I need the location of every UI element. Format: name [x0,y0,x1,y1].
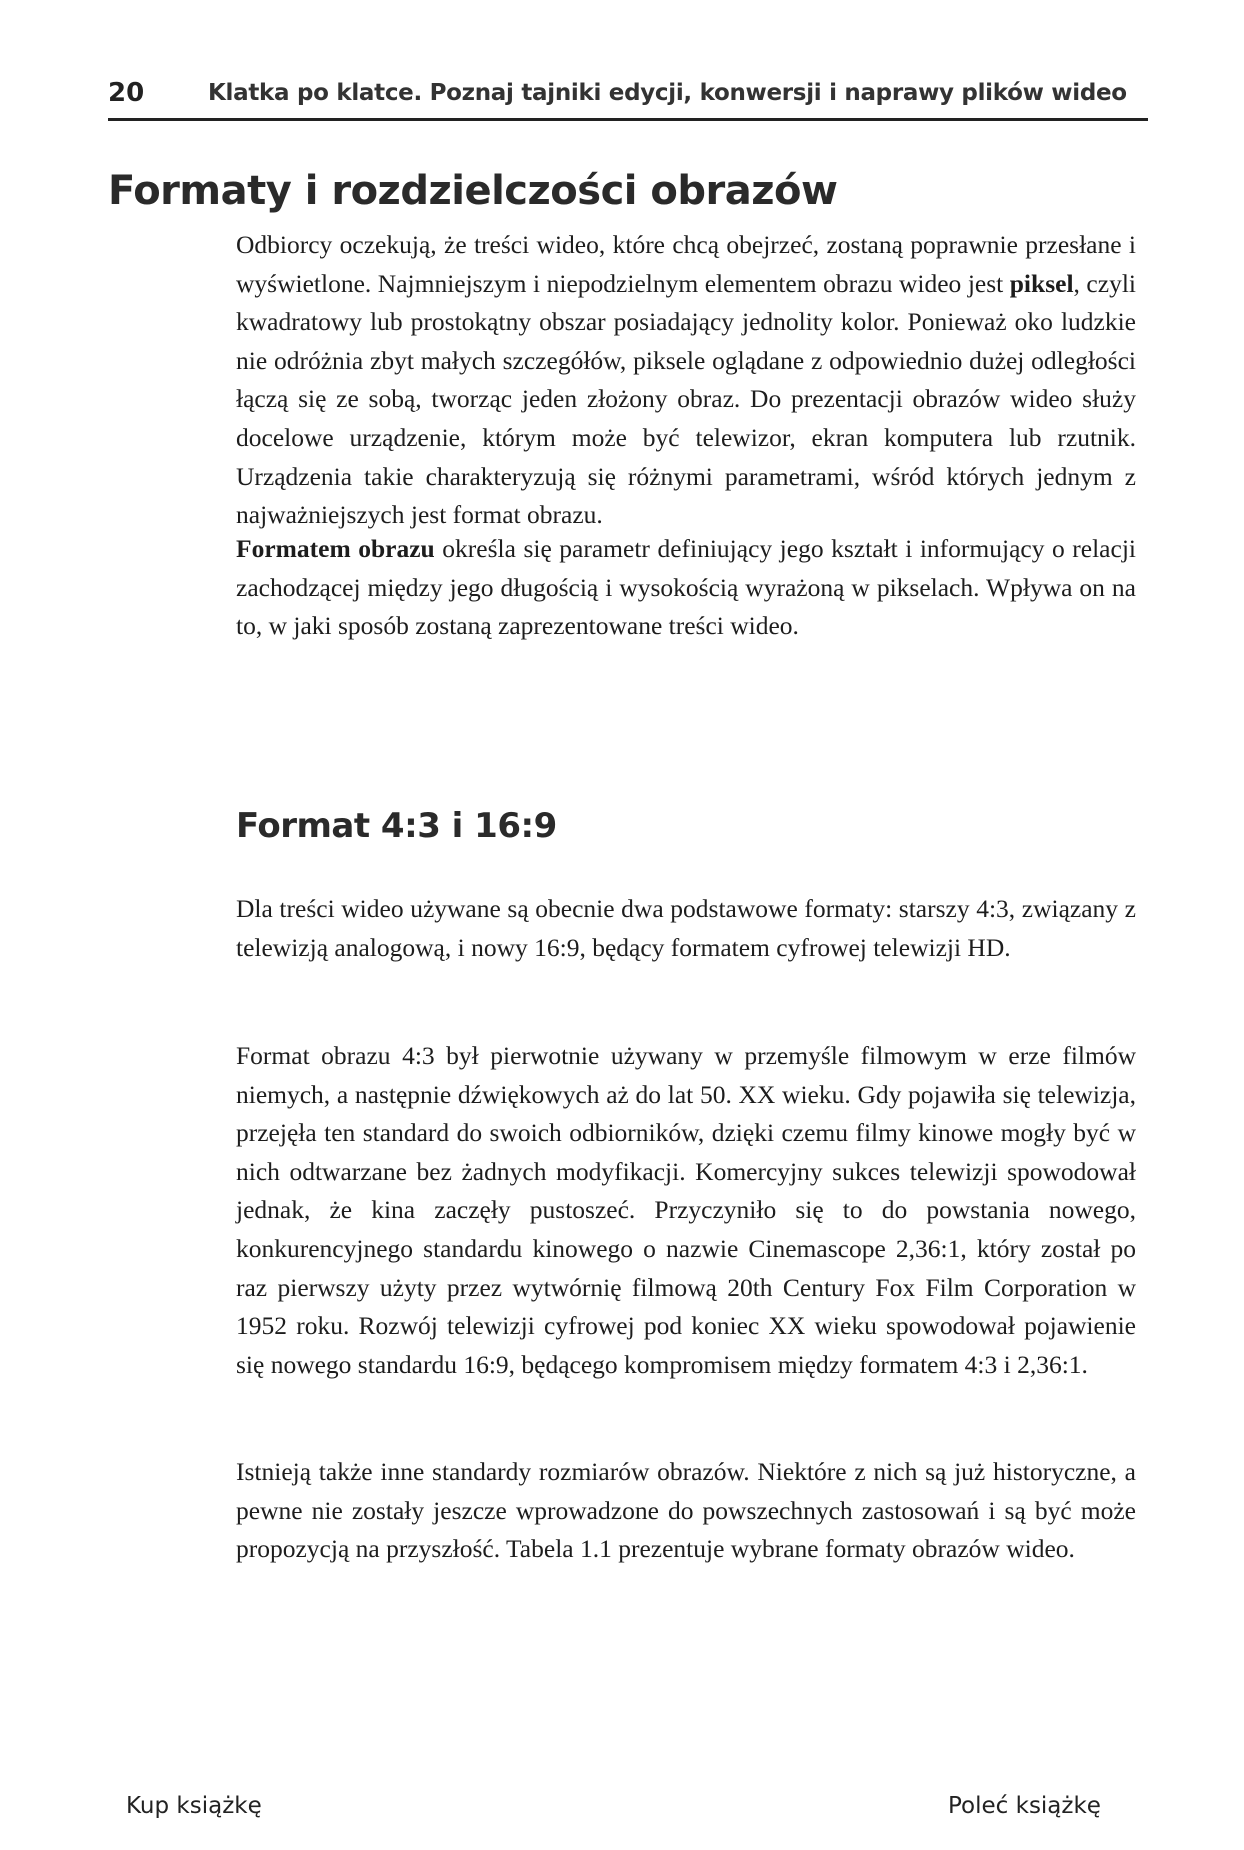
text-run: Format obrazu 4:3 był pierwotnie używany w przemyśle filmowym w erze filmów niemych, a następnie dźwiękowych aż do lat 50. XX wieku. Gdy pojawiła się telewizja, przejęła ten standard do swoich odbiorników, dzięki czemu filmy kinowe mogły być w nich odtwarzane bez żadnych modyfikacji. Komercyjny sukces telewizji spowodował jednak, że kina zaczęły pustoszeć. Przyczyniło się to do powstania nowego, konkurencyjnego standardu kinowego o nazwie Cinemascope 2,36:1, który został po raz pierwszy użyty przez wytwórnię filmową 20th Century Fox Film Corporation w 1952 roku. Rozwój telewizji cyfrowej pod koniec XX wieku spowodował pojawienie się nowego standardu 16:9, będącego kompromisem między formatem 4:3 i 2,36:1. [236,1041,1136,1379]
section-title: Format 4:3 i 16:9 [236,806,557,846]
text-run: , czyli kwadratowy lub prostokątny obszar posiadający jednolity kolor. Ponieważ oko ludzkie nie odróżnia zbyt małych szczegółów, piksele oglądane z odpowiednio dużej odległości łączą się ze sobą, tworząc jeden złożony obraz. Do prezentacji obrazów wideo służy docelowe urządzenie, którym może być telewizor, ekran komputera lub rzutnik. Urządzenia takie charakteryzują się różnymi parametrami, wśród których jednym z najważniejszych jest format obrazu. [236,268,1136,530]
paragraph-intro [236,226,1136,535]
text-run: określa się parametr definiujący jego kształt i informujący o relacji zachodzącej między jego długością i wysokością wyrażoną w pikselach. Wpływa on na to, w jaki sposób zostaną zaprezentowane treści wideo. [236,534,1136,641]
paragraph-other-standards [236,1453,1136,1569]
text-run: Odbiorcy oczekują, że treści wideo, które chcą obejrzeć, zostaną poprawnie przesłane i wyświetlone. Najmniejszym i niepodzielnym elementem obrazu wideo jest [236,230,1136,298]
paragraph-two-formats [236,890,1136,967]
bold-term: piksel [1009,268,1074,298]
text-run: Istnieją także inne standardy rozmiarów obrazów. Niektóre z nich są już historyczne, a pewne nie zostały jeszcze wprowadzone do powszechnych zastosowań i są być może propozycją na przyszłość. Tabela 1.1 prezentuje wybrane formaty obrazów wideo. [236,1457,1136,1564]
chapter-title: Formaty i rozdzielczości obrazów [108,168,838,214]
paragraph-format-history [236,1037,1136,1384]
page-header [108,78,1148,121]
page-number: 20 [108,78,145,108]
buy-book-link[interactable]: Kup książkę [126,1793,262,1819]
paragraph-format-definition [236,530,1136,646]
recommend-book-link[interactable]: Poleć książkę [948,1793,1101,1819]
running-title: Klatka po klatce. Poznaj tajniki edycji, konwersji i naprawy plików wideo [208,80,1127,106]
text-run: Dla treści wideo używane są obecnie dwa podstawowe formaty: starszy 4:3, związany z telewizją analogową, i nowy 16:9, będący formatem cyfrowej telewizji HD. [236,894,1136,962]
bold-term: Formatem obrazu [236,534,435,563]
